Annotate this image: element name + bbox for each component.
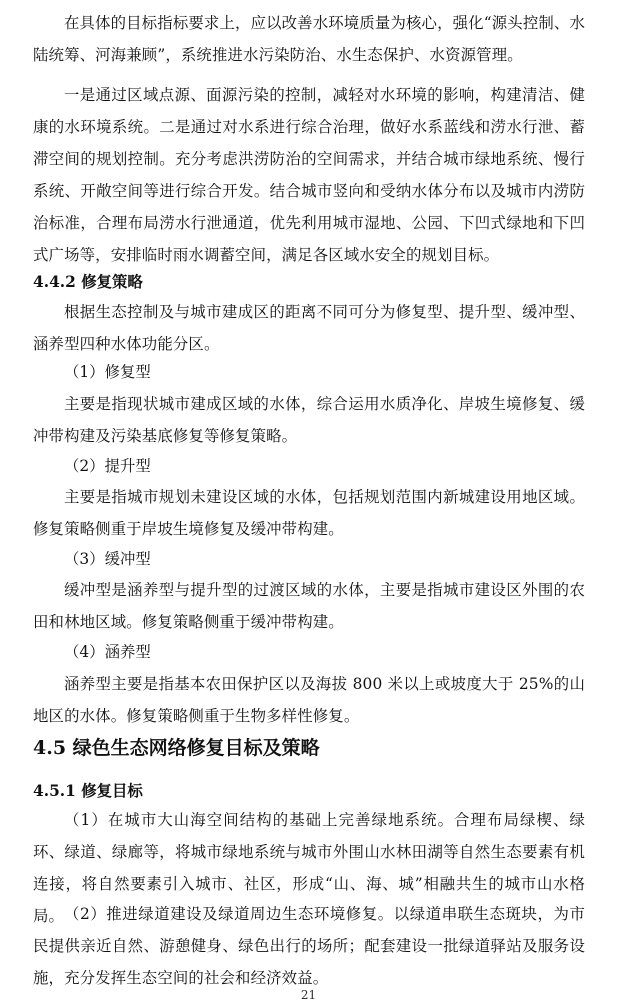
page-number: 21	[300, 988, 317, 1002]
paragraph-zone-intro: 根据生态控制及与城市建成区的距离不同可分为修复型、提升型、缓冲型、涵养型四种水体功能分区。	[33, 303, 585, 353]
paragraph-green-system: （1）在城市大山海空间结构的基础上完善绿地系统。合理布局绿楔、绿环、绿道、绿廊等，将城市绿地系统与城市外围山水林田湖等自然生态要素有机连接，将自然要素引入城市、社区，形成“山、海、城”相融共生的城市山水格局。	[33, 811, 585, 925]
paragraph-water-measures: 一是通过区域点源、面源污染的控制，减轻对水环境的影响，构建清洁、健康的水环境系统。二是通过对水系进行综合治理，做好水系蓝线和涝水行泄、蓄滞空间的规划控制。充分考虑洪涝防治的空间需求，并结合城市绿地系统、慢行系统、开敞空间等进行综合开发。结合城市竖向和受纳水体分布以及城市内涝防治标准，合理布局涝水行泄通道，优先利用城市湿地、公园、下凹式绿地和下凹式广场等，安排临时雨水调蓄空间，满足各区域水安全的规划目标。	[33, 86, 585, 264]
item-text-upgrade: 主要是指城市规划未建设区域的水体，包括规划范围内新城建设用地区域。修复策略侧重于岸坡生境修复及缓冲带构建。	[33, 488, 585, 538]
paragraph-greenway: （2）推进绿道建设及绿道周边生态环境修复。以绿道串联生态斑块，为市民提供亲近自然、游憩健身、绿色出行的场所；配套建设一批绿道驿站及服务设施，充分发挥生态空间的社会和经济效益。	[33, 905, 585, 987]
heading-4-5-1: 4.5.1 修复目标	[33, 782, 143, 800]
item-label-repair: （1）修复型	[64, 363, 151, 381]
item-label-conservation: （4）涵养型	[64, 643, 151, 661]
item-text-conservation: 涵养型主要是指基本农田保护区以及海拔 800 米以上或坡度大于 25%的山地区的水体。修复策略侧重于生物多样性修复。	[33, 675, 585, 725]
heading-4-4-2: 4.4.2 修复策略	[33, 273, 143, 291]
heading-4-5: 4.5 绿色生态网络修复目标及策略	[33, 737, 320, 759]
paragraph-water-targets: 在具体的目标指标要求上，应以改善水环境质量为核心，强化“源头控制、水陆统筹、河海兼顾”，系统推进水污染防治、水生态保护、水资源管理。	[33, 14, 585, 64]
item-label-upgrade: （2）提升型	[64, 457, 151, 475]
item-text-buffer: 缓冲型是涵养型与提升型的过渡区域的水体，主要是指城市建设区外围的农田和林地区域。修复策略侧重于缓冲带构建。	[33, 581, 585, 631]
item-label-buffer: （3）缓冲型	[64, 550, 151, 568]
item-text-repair: 主要是指现状城市建成区域的水体，综合运用水质净化、岸坡生境修复、缓冲带构建及污染基底修复等修复策略。	[33, 395, 585, 445]
